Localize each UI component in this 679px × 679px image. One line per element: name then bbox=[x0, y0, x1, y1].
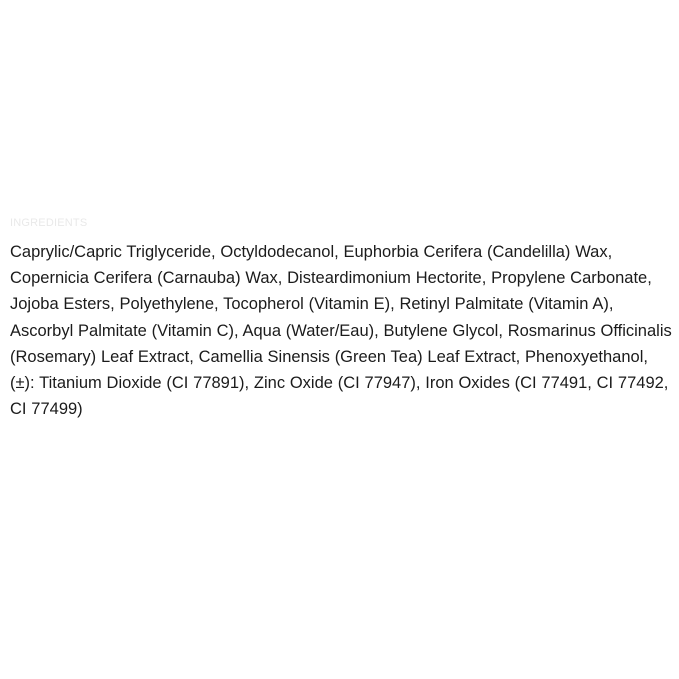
ingredients-list-text: Caprylic/Capric Triglyceride, Octyldodecanol, Euphorbia Cerifera (Candelilla) Wax, Copernicia Cerifera (Carnauba) Wax, Disteardimonium Hectorite, Propylene Carbonate, Jojoba Esters, Polyethylene, Tocopherol (Vitamin E), Retinyl Palmitate (Vitamin A), Ascorbyl Palmitate (Vitamin C), Aqua (Water/Eau), Butylene Glycol, Rosmarinus Officinalis (Rosemary) Leaf Extract, Camellia Sinensis (Green Tea) Leaf Extract, Phenoxyethanol, (±): Titanium Dioxide (CI 77891), Zinc Oxide (CI 77947), Iron Oxides (CI 77491, CI 77492, CI 77499) bbox=[10, 243, 672, 419]
ingredients-section-label: INGREDIENTS bbox=[10, 217, 88, 229]
ingredients-block bbox=[10, 216, 674, 422]
